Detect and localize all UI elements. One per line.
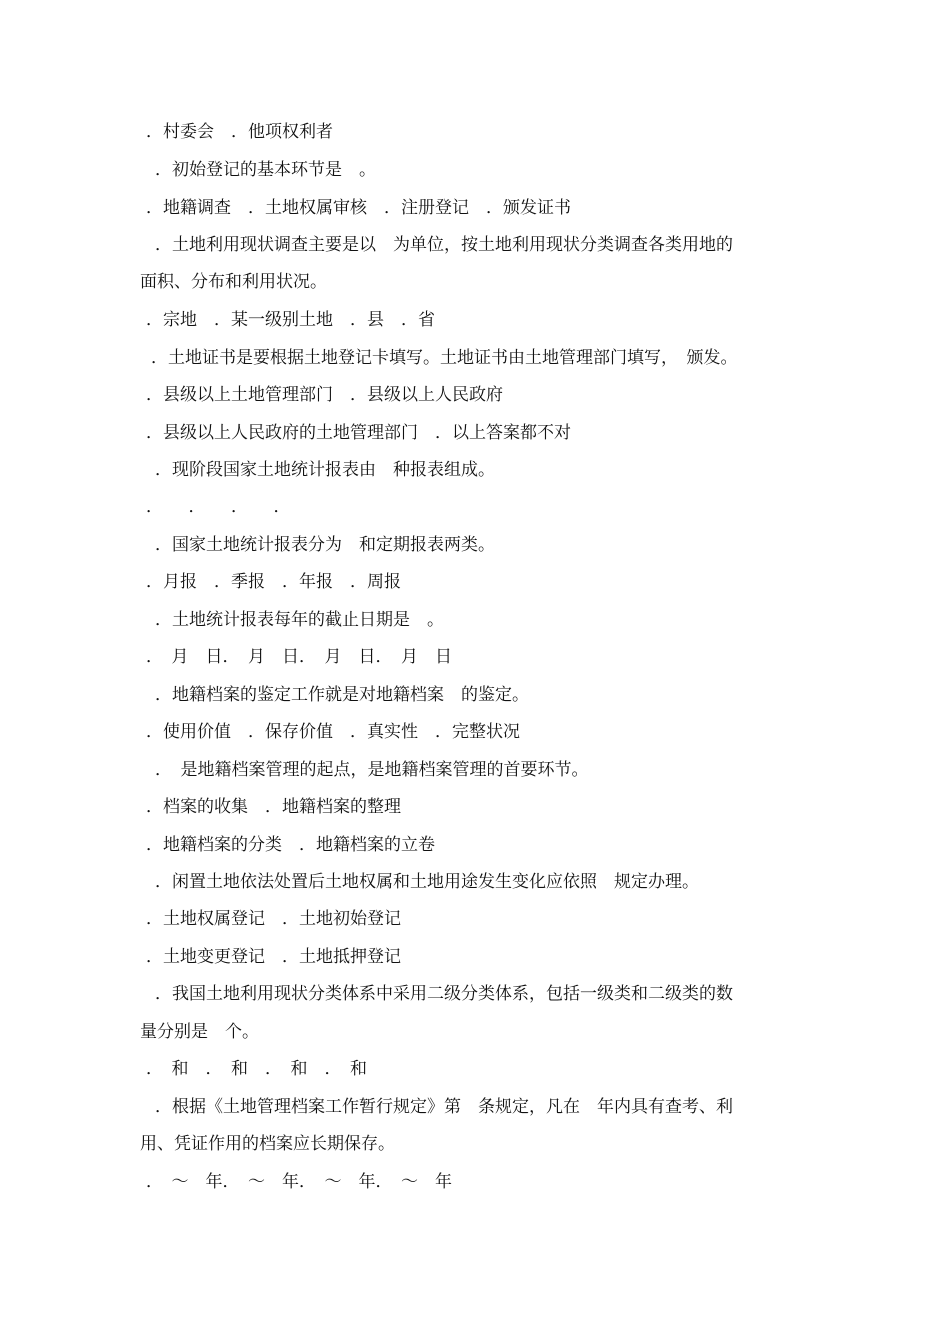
text-line: ．初始登记的基本环节是 。 [155, 160, 376, 180]
text-line: ．根据《土地管理档案工作暂行规定》第 条规定，凡在 年内具有查考、利 [155, 1097, 733, 1117]
text-line: ．宗地 ．某一级别土地 ．县 ．省 [146, 310, 435, 330]
text-line: ． 和 ． 和 ． 和 ． 和 [146, 1059, 367, 1079]
text-line: ．现阶段国家土地统计报表由 种报表组成。 [155, 460, 495, 480]
text-line: ． ～ 年． ～ 年． ～ 年． ～ 年 [146, 1172, 452, 1192]
text-line: ．土地统计报表每年的截止日期是 。 [155, 610, 444, 630]
text-line: ．村委会 ．他项权利者 [146, 122, 333, 142]
text-line: 用、凭证作用的档案应长期保存。 [140, 1134, 395, 1154]
text-line: 面积、分布和利用状况。 [140, 272, 327, 292]
text-line: ． ． ． ． [146, 497, 291, 517]
text-line: ．土地利用现状调查主要是以 为单位，按土地利用现状分类调查各类用地的 [155, 235, 733, 255]
text-line: ． 是地籍档案管理的起点，是地籍档案管理的首要环节。 [155, 760, 589, 780]
text-line: ．档案的收集 ．地籍档案的整理 [146, 797, 401, 817]
text-line: ．月报 ．季报 ．年报 ．周报 [146, 572, 401, 592]
text-line: ．县级以上人民政府的土地管理部门 ．以上答案都不对 [146, 423, 571, 443]
text-line: ．地籍档案的鉴定工作就是对地籍档案 的鉴定。 [155, 685, 529, 705]
text-line: ．地籍调查 ．土地权属审核 ．注册登记 ．颁发证书 [146, 198, 571, 218]
text-line: ．地籍档案的分类 ．地籍档案的立卷 [146, 835, 435, 855]
text-line: ．闲置土地依法处置后土地权属和土地用途发生变化应依照 规定办理。 [155, 872, 699, 892]
text-line: ． 月 日． 月 日． 月 日． 月 日 [146, 647, 452, 667]
text-line: ．我国土地利用现状分类体系中采用二级分类体系，包括一级类和二级类的数 [155, 984, 733, 1004]
text-line: ．土地权属登记 ．土地初始登记 [146, 909, 401, 929]
text-line: ．县级以上土地管理部门 ．县级以上人民政府 [146, 385, 503, 405]
text-line: ．使用价值 ．保存价值 ．真实性 ．完整状况 [146, 722, 520, 742]
text-line: ．土地变更登记 ．土地抵押登记 [146, 947, 401, 967]
text-line: ．土地证书是要根据土地登记卡填写。土地证书由土地管理部门填写， 颁发。 [151, 348, 738, 368]
text-line: 量分别是 个。 [140, 1022, 259, 1042]
text-line: ．国家土地统计报表分为 和定期报表两类。 [155, 535, 495, 555]
